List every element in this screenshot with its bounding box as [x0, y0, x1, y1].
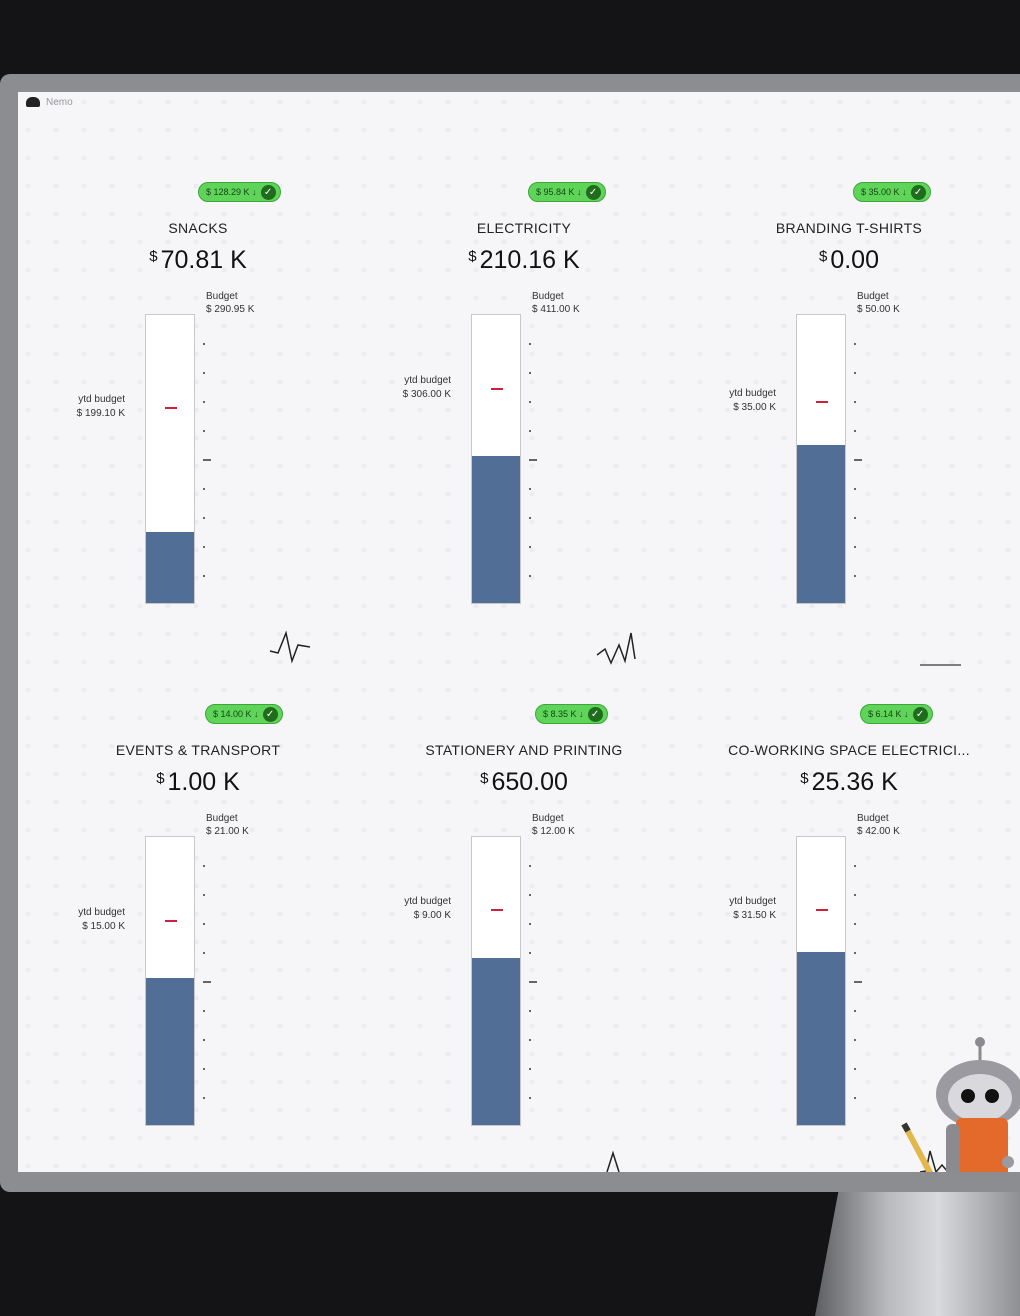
scale-ticks	[203, 314, 211, 604]
amount-value: 25.36 K	[811, 768, 898, 796]
ytd-value: $ 9.00 K	[413, 909, 451, 921]
ytd-value: $ 199.10 K	[76, 407, 125, 419]
scale-tick	[529, 1097, 531, 1099]
ytd-budget-label	[729, 387, 776, 415]
budget-thermometer[interactable]	[471, 836, 521, 1126]
actual-amount	[364, 768, 684, 797]
ytd-caption: ytd budget	[404, 374, 451, 386]
dashboard-screen	[18, 92, 1020, 1172]
scale-tick	[854, 488, 856, 490]
ytd-value: $ 31.50 K	[733, 909, 776, 921]
ytd-value: $ 306.00 K	[402, 388, 451, 400]
budget-label	[206, 812, 249, 838]
budget-caption: Budget	[532, 813, 564, 824]
actual-fill	[472, 456, 520, 603]
budget-thermometer[interactable]	[796, 836, 846, 1126]
category-title: EVENTS & TRANSPORT	[115, 742, 281, 758]
currency-symbol: $	[800, 770, 809, 787]
budget-value: $ 21.00 K	[206, 826, 249, 837]
budget-value: $ 42.00 K	[857, 826, 900, 837]
card-branding[interactable]	[689, 182, 1009, 682]
check-icon: ✓	[588, 707, 603, 722]
robot-mascot	[898, 1032, 1020, 1172]
variance-badge	[205, 704, 283, 724]
scale-tick	[529, 430, 531, 432]
amount-value: 70.81 K	[160, 246, 247, 274]
scale-tick	[203, 459, 211, 461]
scale-tick	[529, 894, 531, 896]
scale-ticks	[529, 836, 537, 1126]
actual-amount	[689, 768, 1009, 797]
scale-tick	[854, 894, 856, 896]
actual-amount	[38, 768, 358, 797]
scale-tick	[854, 1010, 856, 1012]
scale-tick	[203, 865, 205, 867]
ytd-value: $ 15.00 K	[82, 921, 125, 933]
scale-tick	[529, 488, 531, 490]
amount-value: 0.00	[830, 246, 879, 274]
actual-fill	[797, 952, 845, 1125]
scale-ticks	[529, 314, 537, 604]
budget-caption: Budget	[206, 813, 238, 824]
ytd-caption: ytd budget	[78, 907, 125, 919]
scale-tick	[529, 401, 531, 403]
ytd-budget-label	[403, 374, 451, 402]
budget-thermometer[interactable]	[145, 836, 195, 1126]
scale-tick	[854, 1039, 856, 1041]
scale-tick	[203, 894, 205, 896]
card-events[interactable]	[38, 704, 358, 1172]
monitor-bezel	[0, 74, 1020, 1192]
scale-tick	[529, 343, 531, 345]
scale-tick	[203, 981, 211, 983]
budget-label	[857, 812, 900, 838]
ytd-marker	[491, 388, 503, 390]
scale-tick	[854, 401, 856, 403]
actual-amount	[364, 246, 684, 275]
scale-tick	[529, 1039, 531, 1041]
window-title: Nemo	[46, 96, 73, 108]
scale-tick	[529, 1068, 531, 1070]
budget-label	[532, 290, 580, 316]
variance-value: $ 35.00 K ↓	[861, 187, 907, 197]
actual-fill	[472, 958, 520, 1125]
scale-tick	[854, 546, 856, 548]
ytd-budget-label	[77, 393, 125, 421]
ytd-budget-label	[404, 895, 451, 923]
category-title: SNACKS	[168, 220, 228, 236]
scale-tick	[854, 1097, 856, 1099]
scale-tick	[203, 1068, 205, 1070]
currency-symbol: $	[818, 248, 828, 265]
monitor-stand	[815, 1185, 1020, 1316]
budget-thermometer[interactable]	[145, 314, 195, 604]
scale-tick	[854, 981, 862, 983]
category-title: ELECTRICITY	[476, 220, 572, 236]
scale-ticks	[203, 836, 211, 1126]
scale-tick	[529, 981, 537, 983]
scale-tick	[203, 952, 205, 954]
sparkline-branding	[918, 660, 963, 670]
scale-tick	[854, 372, 856, 374]
check-icon: ✓	[261, 185, 276, 200]
variance-badge	[198, 182, 281, 202]
scale-tick	[854, 575, 856, 577]
scale-tick	[203, 430, 205, 432]
amount-value: 1.00 K	[167, 768, 240, 796]
scale-tick	[529, 1010, 531, 1012]
budget-value: $ 50.00 K	[857, 304, 900, 315]
check-icon: ✓	[911, 185, 926, 200]
variance-value: $ 128.29 K ↓	[206, 187, 257, 197]
actual-fill	[146, 532, 194, 603]
card-electricity[interactable]	[364, 182, 684, 682]
scale-tick	[203, 401, 205, 403]
scale-tick	[529, 865, 531, 867]
ytd-caption: ytd budget	[78, 393, 125, 405]
budget-caption: Budget	[857, 813, 889, 824]
ytd-value: $ 35.00 K	[733, 402, 776, 413]
scale-tick	[203, 1039, 205, 1041]
ytd-marker	[491, 909, 503, 911]
sparkline-electricity	[595, 629, 640, 669]
sparkline-snacks	[268, 627, 313, 667]
ytd-budget-label	[729, 895, 776, 923]
ytd-caption: ytd budget	[729, 388, 776, 399]
budget-thermometer[interactable]	[796, 314, 846, 604]
scale-tick	[203, 372, 205, 374]
scale-tick	[529, 372, 531, 374]
budget-label	[532, 812, 575, 838]
scale-tick	[203, 1010, 205, 1012]
actual-fill	[146, 978, 194, 1125]
sparkline-stationery	[603, 1147, 633, 1172]
scale-tick	[529, 575, 531, 577]
ytd-caption: ytd budget	[729, 895, 776, 907]
card-snacks[interactable]	[38, 182, 358, 682]
scale-tick	[203, 517, 205, 519]
amount-value: 210.16 K	[479, 246, 580, 274]
scale-ticks	[854, 836, 862, 1126]
card-stationery[interactable]	[364, 704, 684, 1172]
actual-fill	[797, 445, 845, 603]
ytd-marker	[816, 909, 828, 911]
variance-badge	[853, 182, 931, 202]
ytd-caption: ytd budget	[404, 895, 451, 907]
variance-value: $ 6.14 K ↓	[868, 709, 909, 719]
app-icon	[26, 97, 40, 107]
category-title: CO-WORKING SPACE ELECTRICI...	[728, 742, 970, 758]
scale-tick	[854, 343, 856, 345]
ytd-marker	[165, 407, 177, 409]
budget-label	[857, 290, 900, 316]
scale-tick	[854, 517, 856, 519]
variance-badge	[528, 182, 606, 202]
currency-symbol: $	[468, 248, 477, 265]
scale-tick	[203, 488, 205, 490]
scale-tick	[203, 923, 205, 925]
variance-value: $ 14.00 K ↓	[213, 709, 259, 719]
budget-label	[206, 290, 254, 316]
scale-tick	[854, 1068, 856, 1070]
budget-thermometer[interactable]	[471, 314, 521, 604]
budget-caption: Budget	[206, 291, 238, 302]
scale-tick	[854, 865, 856, 867]
actual-amount	[689, 246, 1009, 275]
scale-tick	[203, 546, 205, 548]
category-title: STATIONERY AND PRINTING	[425, 742, 623, 758]
scale-tick	[529, 546, 531, 548]
scale-tick	[529, 952, 531, 954]
budget-value: $ 290.95 K	[206, 304, 255, 315]
scale-ticks	[854, 314, 862, 604]
scale-tick	[854, 430, 856, 432]
currency-symbol: $	[480, 770, 489, 787]
scale-tick	[203, 343, 205, 345]
scale-tick	[203, 575, 205, 577]
scale-tick	[854, 952, 856, 954]
currency-symbol: $	[156, 770, 165, 787]
budget-value: $ 12.00 K	[532, 826, 575, 837]
category-title: BRANDING T-SHIRTS	[775, 220, 923, 236]
scale-tick	[529, 517, 531, 519]
amount-value: 650.00	[491, 768, 568, 796]
scale-tick	[854, 459, 862, 461]
budget-caption: Budget	[857, 291, 889, 302]
scale-tick	[854, 923, 856, 925]
ytd-marker	[165, 920, 177, 922]
title-bar	[26, 94, 73, 110]
budget-value: $ 411.00 K	[532, 304, 580, 315]
variance-badge	[860, 704, 933, 724]
ytd-marker	[816, 401, 828, 403]
scale-tick	[529, 459, 537, 461]
scale-tick	[529, 923, 531, 925]
variance-badge	[535, 704, 608, 724]
check-icon: ✓	[586, 185, 601, 200]
currency-symbol: $	[149, 248, 158, 265]
ytd-budget-label	[78, 906, 125, 934]
check-icon: ✓	[913, 707, 928, 722]
actual-amount	[38, 246, 358, 275]
scale-tick	[203, 1097, 205, 1099]
check-icon: ✓	[263, 707, 278, 722]
variance-value: $ 8.35 K ↓	[543, 709, 584, 719]
budget-caption: Budget	[532, 291, 564, 302]
variance-value: $ 95.84 K ↓	[536, 187, 582, 197]
